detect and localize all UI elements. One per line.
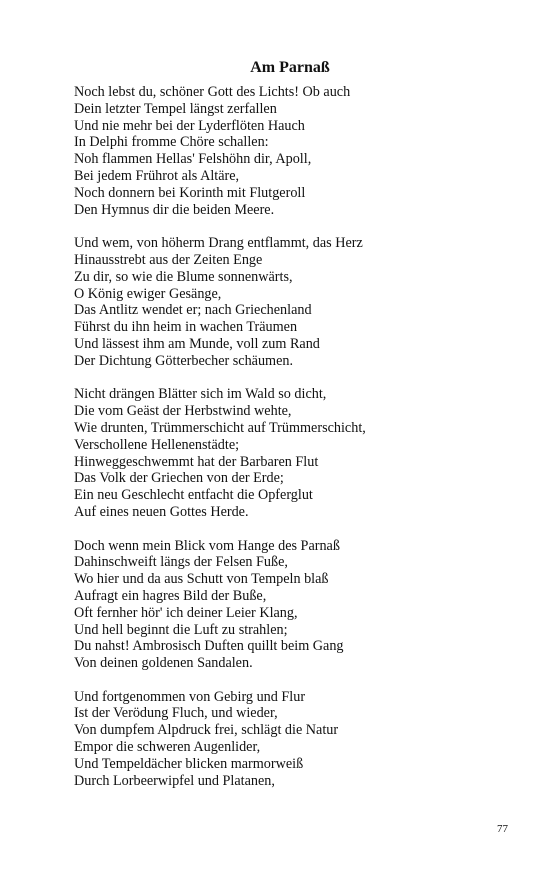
poem-line: Oft fernher hör' ich deiner Leier Klang, [74, 604, 298, 621]
poem-line: Hinausstrebt aus der Zeiten Enge [74, 251, 263, 268]
poem-line: Und nie mehr bei der Lyderflöten Hauch [74, 117, 305, 134]
poem-title: Am Parnaß [250, 59, 330, 76]
poem-line: Durch Lorbeerwipfel und Platanen, [74, 772, 275, 789]
page-number: 77 [497, 823, 508, 835]
poem-line: Dein letzter Tempel längst zerfallen [74, 100, 277, 117]
poem-line: Der Dichtung Götterbecher schäumen. [74, 352, 294, 369]
poem-line: Führst du ihn heim in wachen Träumen [74, 319, 298, 336]
poem-line: In Delphi fromme Chöre schallen: [74, 134, 269, 151]
poem-line: Von dumpfem Alpdruck frei, schlägt die Natur [74, 722, 339, 739]
poem-line: Noch donnern bei Korinth mit Flutgeroll [74, 184, 306, 201]
poem-line: Noch lebst du, schöner Gott des Lichts! Ob auch [74, 84, 351, 100]
stanza [74, 386, 514, 520]
poem-line: Ist der Verödung Fluch, und wieder, [74, 705, 278, 722]
poem-line: Und lässest ihm am Munde, voll zum Rand [74, 335, 320, 352]
poem-line: Wo hier und da aus Schutt von Tempeln blaß [74, 571, 329, 588]
poem-line: Und Tempeldächer blicken marmorweiß [74, 755, 304, 772]
poem-line: Und fortgenommen von Gebirg und Flur [74, 688, 306, 705]
poem-line: Bei jedem Frührot als Altäre, [74, 167, 240, 184]
stanza [74, 235, 514, 369]
poem-line: Nicht drängen Blätter sich im Wald so dicht, [74, 386, 327, 403]
poem-line: O König ewiger Gesänge, [74, 285, 222, 302]
poem-line: Und wem, von höherm Drang entflammt, das Herz [74, 235, 363, 252]
poem-line: Wie drunten, Trümmerschicht auf Trümmerschicht, [74, 419, 366, 436]
poem-line: Doch wenn mein Blick vom Hange des Parnaß [74, 537, 340, 554]
poem-line: Empor die schweren Augenlider, [74, 739, 261, 756]
poem-line: Von deinen goldenen Sandalen. [74, 655, 253, 672]
stanza [74, 538, 514, 672]
poem-line: Das Volk der Griechen von der Erde; [74, 470, 284, 487]
poem-line: Das Antlitz wendet er; nach Griechenland [74, 302, 312, 319]
poem-line: Den Hymnus dir die beiden Meere. [74, 201, 275, 218]
poem-line: Auf eines neuen Gottes Herde. [74, 503, 249, 520]
poem-line: Aufragt ein hagres Bild der Buße, [74, 587, 267, 604]
poem-line: Und hell beginnt die Luft zu strahlen; [74, 621, 288, 638]
poem-line: Die vom Geäst der Herbstwind wehte, [74, 403, 292, 420]
poem-line: Zu dir, so wie die Blume sonnenwärts, [74, 268, 293, 285]
poem-line: Verschollene Hellenenstädte; [74, 436, 240, 453]
stanza [74, 689, 514, 790]
poem-line: Ein neu Geschlecht entfacht die Opferglut [74, 487, 313, 504]
stanza [74, 84, 514, 218]
poem-line: Du nahst! Ambrosisch Duften quillt beim Gang [74, 638, 344, 655]
poem-line: Noh flammen Hellas' Felshöhn dir, Apoll, [74, 151, 312, 168]
poem-line: Hinweggeschwemmt hat der Barbaren Flut [74, 453, 319, 470]
poem-body [74, 84, 514, 806]
poem-line: Dahinschweift längs der Felsen Fuße, [74, 554, 288, 571]
